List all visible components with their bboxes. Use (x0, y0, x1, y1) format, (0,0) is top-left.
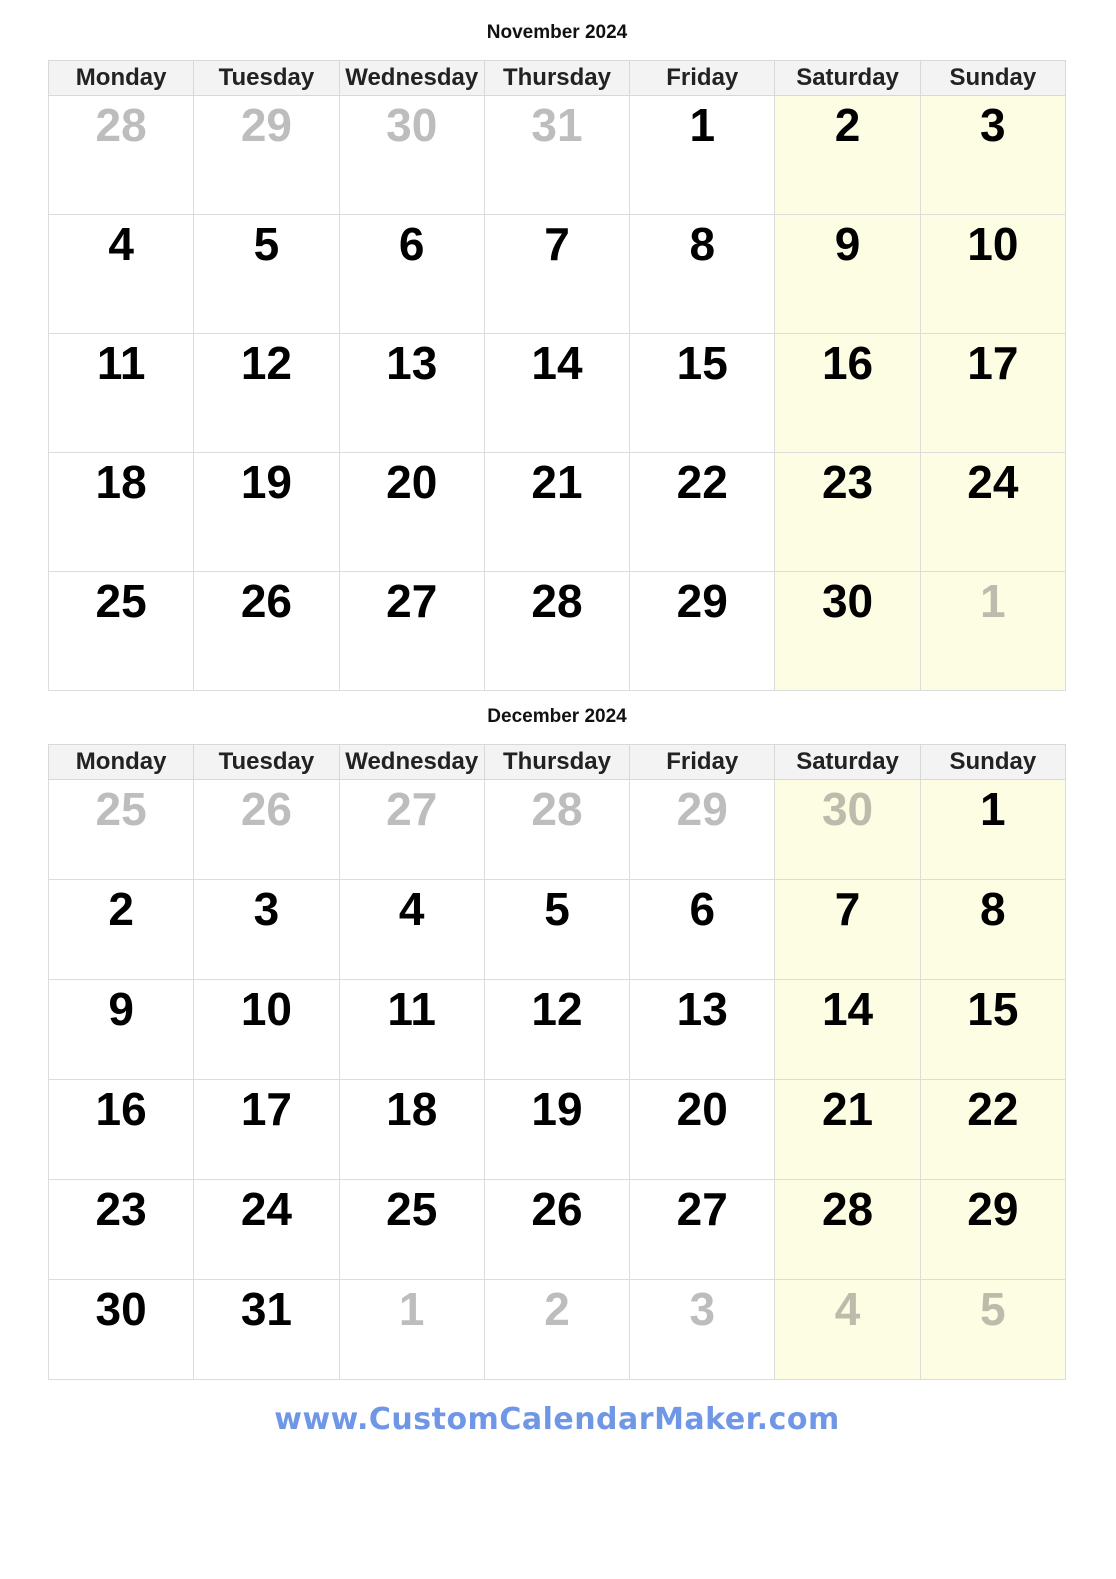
day-cell: 7 (484, 215, 629, 334)
weekday-header: Tuesday (194, 745, 339, 780)
day-cell-adjacent-month: 3 (630, 1280, 775, 1380)
month-title-december: December 2024 (487, 706, 627, 727)
week-row (49, 96, 1066, 215)
day-cell-adjacent-month: 26 (194, 780, 339, 880)
day-cell-adjacent-month: 5 (920, 1280, 1065, 1380)
day-cell: 11 (339, 980, 484, 1080)
day-cell: 30 (49, 1280, 194, 1380)
weekday-header: Thursday (484, 61, 629, 96)
day-cell: 11 (49, 334, 194, 453)
week-row (49, 572, 1066, 691)
day-cell: 6 (630, 880, 775, 980)
week-row (49, 215, 1066, 334)
day-cell: 20 (339, 453, 484, 572)
day-cell: 23 (49, 1180, 194, 1280)
day-cell: 1 (630, 96, 775, 215)
day-cell: 29 (920, 1180, 1065, 1280)
day-cell: 2 (49, 880, 194, 980)
day-cell: 30 (775, 572, 920, 691)
week-row (49, 1280, 1066, 1380)
day-cell: 14 (484, 334, 629, 453)
day-cell: 21 (775, 1080, 920, 1180)
calendar-november (48, 60, 1066, 691)
day-cell: 10 (920, 215, 1065, 334)
week-row (49, 780, 1066, 880)
day-cell-adjacent-month: 31 (484, 96, 629, 215)
day-cell-adjacent-month: 1 (920, 572, 1065, 691)
day-cell: 10 (194, 980, 339, 1080)
week-row (49, 1080, 1066, 1180)
day-cell: 3 (920, 96, 1065, 215)
day-cell-adjacent-month: 25 (49, 780, 194, 880)
day-cell: 13 (339, 334, 484, 453)
day-cell: 26 (484, 1180, 629, 1280)
day-cell: 9 (49, 980, 194, 1080)
weekday-header: Wednesday (339, 61, 484, 96)
week-row (49, 980, 1066, 1080)
weekday-header-row (49, 745, 1066, 780)
day-cell-adjacent-month: 4 (775, 1280, 920, 1380)
weekday-header: Monday (49, 745, 194, 780)
day-cell: 27 (630, 1180, 775, 1280)
day-cell: 28 (775, 1180, 920, 1280)
week-row (49, 453, 1066, 572)
day-cell: 28 (484, 572, 629, 691)
weekday-header-row (49, 61, 1066, 96)
day-cell: 4 (49, 215, 194, 334)
week-row (49, 880, 1066, 980)
day-cell: 2 (775, 96, 920, 215)
day-cell-adjacent-month: 29 (194, 96, 339, 215)
day-cell: 22 (920, 1080, 1065, 1180)
day-cell-adjacent-month: 29 (630, 780, 775, 880)
day-cell: 6 (339, 215, 484, 334)
day-cell-adjacent-month: 27 (339, 780, 484, 880)
day-cell: 20 (630, 1080, 775, 1180)
day-cell-adjacent-month: 28 (49, 96, 194, 215)
day-cell: 19 (194, 453, 339, 572)
day-cell: 25 (49, 572, 194, 691)
day-cell-adjacent-month: 30 (339, 96, 484, 215)
day-cell: 14 (775, 980, 920, 1080)
day-cell: 18 (339, 1080, 484, 1180)
day-cell: 5 (194, 215, 339, 334)
day-cell-adjacent-month: 1 (339, 1280, 484, 1380)
day-cell: 21 (484, 453, 629, 572)
weekday-header: Sunday (920, 745, 1065, 780)
day-cell: 8 (630, 215, 775, 334)
day-cell: 12 (484, 980, 629, 1080)
day-cell-adjacent-month: 28 (484, 780, 629, 880)
day-cell: 24 (194, 1180, 339, 1280)
day-cell: 8 (920, 880, 1065, 980)
day-cell: 15 (920, 980, 1065, 1080)
weekday-header: Saturday (775, 745, 920, 780)
weekday-header: Monday (49, 61, 194, 96)
day-cell: 16 (775, 334, 920, 453)
day-cell: 16 (49, 1080, 194, 1180)
day-cell: 17 (194, 1080, 339, 1180)
week-row (49, 1180, 1066, 1280)
week-row (49, 334, 1066, 453)
weekday-header: Wednesday (339, 745, 484, 780)
day-cell: 31 (194, 1280, 339, 1380)
day-cell: 15 (630, 334, 775, 453)
weekday-header: Sunday (920, 61, 1065, 96)
day-cell: 29 (630, 572, 775, 691)
day-cell: 19 (484, 1080, 629, 1180)
weekday-header: Saturday (775, 61, 920, 96)
day-cell: 17 (920, 334, 1065, 453)
day-cell: 4 (339, 880, 484, 980)
day-cell: 1 (920, 780, 1065, 880)
day-cell: 26 (194, 572, 339, 691)
day-cell: 27 (339, 572, 484, 691)
calendar-december (48, 744, 1066, 1380)
month-title-november: November 2024 (486, 22, 628, 43)
day-cell: 12 (194, 334, 339, 453)
day-cell: 3 (194, 880, 339, 980)
day-cell: 22 (630, 453, 775, 572)
day-cell: 25 (339, 1180, 484, 1280)
weekday-header: Friday (630, 61, 775, 96)
day-cell: 24 (920, 453, 1065, 572)
weekday-header: Thursday (484, 745, 629, 780)
day-cell: 13 (630, 980, 775, 1080)
day-cell-adjacent-month: 30 (775, 780, 920, 880)
day-cell-adjacent-month: 2 (484, 1280, 629, 1380)
day-cell: 7 (775, 880, 920, 980)
day-cell: 23 (775, 453, 920, 572)
weekday-header: Tuesday (194, 61, 339, 96)
day-cell: 18 (49, 453, 194, 572)
website-link[interactable]: www.CustomCalendarMaker.com (274, 1402, 840, 1437)
day-cell: 5 (484, 880, 629, 980)
day-cell: 9 (775, 215, 920, 334)
weekday-header: Friday (630, 745, 775, 780)
